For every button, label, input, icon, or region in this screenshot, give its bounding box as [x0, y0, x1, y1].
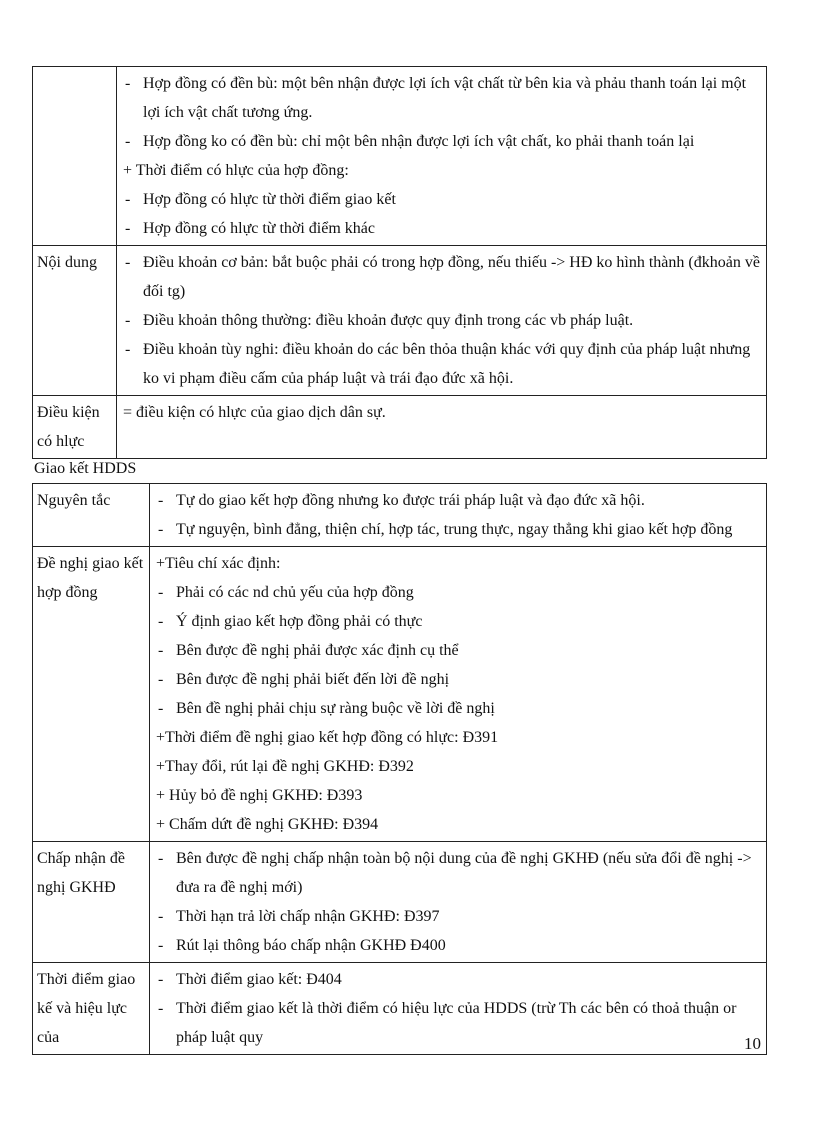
- list-item: - Rút lại thông báo chấp nhận GKHĐ Đ400: [154, 931, 762, 960]
- list-item: +Thay đổi, rút lại đề nghị GKHĐ: Đ392: [156, 758, 414, 775]
- list-item: +Tiêu chí xác định:: [156, 555, 281, 572]
- table-row: [33, 396, 767, 459]
- list-item: - Thời hạn trả lời chấp nhận GKHĐ: Đ397: [154, 902, 762, 931]
- list-item: - Tự nguyện, bình đẳng, thiện chí, hợp tác, trung thực, ngay thẳng khi giao kết hợp đồng: [154, 515, 762, 544]
- list-item: - Hợp đồng ko có đền bù: chỉ một bên nhận được lợi ích vật chất, ko phải thanh toán lại: [121, 127, 762, 156]
- list-item: - Điều khoản cơ bản: bắt buộc phải có trong hợp đồng, nếu thiếu -> HĐ ko hình thành (đkhoản về đối tg): [121, 248, 762, 306]
- list-item: - Điều khoản thông thường: điều khoản được quy định trong các vb pháp luật.: [121, 306, 762, 335]
- row-content: [150, 484, 767, 547]
- list-item: - Bên được đề nghị phải được xác định cụ thể: [154, 636, 762, 665]
- list-item: - Điều khoản tùy nghi: điều khoản do các bên thỏa thuận khác với quy định của pháp luật nhưng ko vi phạm điều cấm của pháp luật và trái đạo đức xã hội.: [121, 335, 762, 393]
- row-content: [117, 246, 767, 396]
- contract-types-table: [32, 66, 767, 459]
- list-item: - Thời điểm giao kết: Đ404: [154, 965, 762, 994]
- row-content: [117, 67, 767, 246]
- list-item: + Thời điểm có hlực của hợp đồng:: [123, 162, 349, 179]
- table-row: [33, 547, 767, 842]
- row-content: [150, 963, 767, 1055]
- table-row: [33, 842, 767, 963]
- list-item: - Phải có các nd chủ yếu của hợp đồng: [154, 578, 762, 607]
- list-item: - Bên đề nghị phải chịu sự ràng buộc về lời đề nghị: [154, 694, 762, 723]
- table-row: [33, 963, 767, 1055]
- table-row: [33, 246, 767, 396]
- row-label: [33, 67, 117, 246]
- section-title: Giao kết HDDS: [34, 460, 137, 477]
- list-item: = điều kiện có hlực của giao dịch dân sự.: [123, 404, 386, 421]
- row-content: [117, 396, 767, 459]
- row-label: Nội dung: [33, 246, 117, 396]
- list-item: - Hợp đồng có đền bù: một bên nhận được lợi ích vật chất từ bên kia và phảu thanh toán lại một lợi ích vật chất tương ứng.: [121, 69, 762, 127]
- row-label: Nguyên tắc: [33, 484, 150, 547]
- table-row: [33, 484, 767, 547]
- list-item: - Ý định giao kết hợp đồng phải có thực: [154, 607, 762, 636]
- list-item: - Hợp đồng có hlực từ thời điểm giao kết: [121, 185, 762, 214]
- list-item: - Bên được đề nghị phải biết đến lời đề nghị: [154, 665, 762, 694]
- list-item: +Thời điểm đề nghị giao kết hợp đồng có hlực: Đ391: [156, 729, 499, 746]
- row-content: [150, 547, 767, 842]
- row-label: Thời điểm giao kế và hiệu lực của: [33, 963, 150, 1055]
- row-label: Điều kiện có hlực: [33, 396, 117, 459]
- page-number: 10: [744, 1034, 761, 1053]
- table-row: [33, 67, 767, 246]
- row-label: Đề nghị giao kết hợp đồng: [33, 547, 150, 842]
- list-item: + Hủy bỏ đề nghị GKHĐ: Đ393: [156, 787, 363, 804]
- list-item: - Thời điểm giao kết là thời điểm có hiệu lực của HDDS (trừ Th các bên có thoả thuận or pháp luật quy: [154, 994, 762, 1052]
- list-item: - Hợp đồng có hlực từ thời điểm khác: [121, 214, 762, 243]
- row-label: Chấp nhận đề nghị GKHĐ: [33, 842, 150, 963]
- contract-formation-table: [32, 483, 767, 1055]
- list-item: - Tự do giao kết hợp đồng nhưng ko được trái pháp luật và đạo đức xã hội.: [154, 486, 762, 515]
- row-content: [150, 842, 767, 963]
- list-item: + Chấm dứt đề nghị GKHĐ: Đ394: [156, 816, 379, 833]
- list-item: - Bên được đề nghị chấp nhận toàn bộ nội dung của đề nghị GKHĐ (nếu sửa đổi đề nghị -> đưa ra đề nghị mới): [154, 844, 762, 902]
